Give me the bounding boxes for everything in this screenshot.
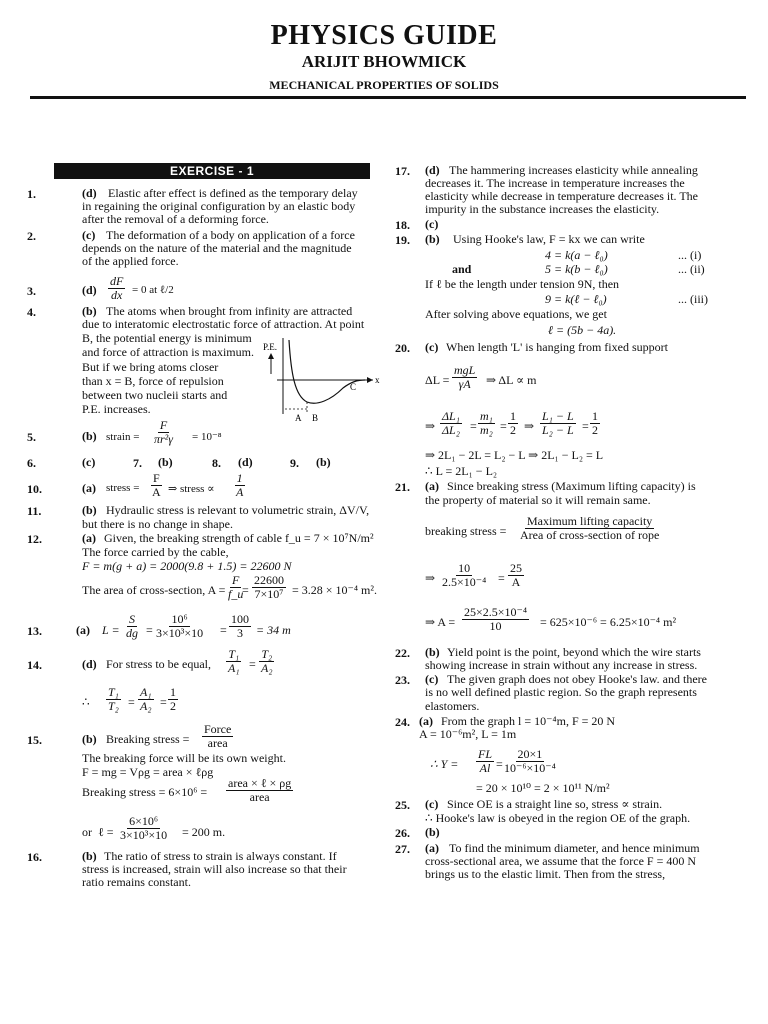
q19-answer: (b) xyxy=(425,232,440,246)
q20-denominator: γA xyxy=(458,377,471,391)
q14-denominator: 2 xyxy=(170,699,176,713)
q20-equals: = xyxy=(500,419,507,433)
q7-answer: (b) xyxy=(158,455,173,469)
q21-denominator: Area of cross-section of rope xyxy=(520,528,660,542)
q20-fraction xyxy=(508,410,518,437)
q15-fraction xyxy=(226,777,293,804)
q27-answer: (a) xyxy=(425,841,439,855)
header-divider xyxy=(30,96,746,99)
q6-answer: (c) xyxy=(82,455,96,469)
q24-prefix: ∴ Y = xyxy=(430,757,459,771)
q13-numerator: S xyxy=(129,612,135,626)
q21-answer: (a) xyxy=(425,479,439,493)
chapter-title: MECHANICAL PROPERTIES OF SOLIDS xyxy=(269,78,499,92)
q13-equals: = xyxy=(220,623,227,637)
q2-number: 2. xyxy=(27,229,36,243)
q20-line: ∴ L = 2L₁ − L₂ xyxy=(425,464,498,478)
q14-equals: = xyxy=(128,695,135,709)
q21-number: 21. xyxy=(395,480,410,494)
q2-line: The deformation of a body on application of a force xyxy=(106,228,355,242)
q14-fraction xyxy=(138,686,154,713)
q14-numerator: T₁ xyxy=(228,647,240,661)
q13-fraction xyxy=(229,613,251,640)
q15-line: The breaking force will be its own weight. xyxy=(82,751,286,765)
graph-force-arrowhead xyxy=(268,353,274,359)
q4-line: The atoms when brought from infinity are attracted xyxy=(106,304,353,318)
q13-fraction xyxy=(124,613,140,640)
q24-denominator: 10⁻⁶×10⁻⁴ xyxy=(504,761,556,775)
q15-numerator: 6×10⁶ xyxy=(129,814,159,828)
q19-tag: ... (i) xyxy=(678,248,702,262)
q10-denominator: A xyxy=(236,485,244,499)
q24-line: From the graph l = 10⁻⁴m, F = 20 N xyxy=(441,714,616,728)
q1-line: in regaining the original configuration by an elastic body xyxy=(82,199,356,213)
q14-fraction xyxy=(168,686,178,713)
q24-result: = 20 × 10¹⁰ = 2 × 10¹¹ N/m² xyxy=(476,781,610,795)
q23-number: 23. xyxy=(395,673,410,687)
q24-equals: = xyxy=(496,757,503,771)
q10-answer: (a) xyxy=(82,481,96,495)
q17-number: 17. xyxy=(395,164,410,178)
graph-x-label: x xyxy=(375,375,380,385)
q13-equals: = xyxy=(146,623,153,637)
q12-denominator: f_u xyxy=(228,587,244,601)
q4-line: P.E. increases. xyxy=(82,402,151,416)
q14-equals: = xyxy=(160,695,167,709)
q16-line: stress is increased, strain will also increase so that their xyxy=(82,862,347,876)
q24-numerator: 20×1 xyxy=(517,747,543,761)
q15-or: or xyxy=(82,825,92,839)
q19-number: 19. xyxy=(395,233,410,247)
q21-denominator: A xyxy=(511,575,521,589)
q14-text: For stress to be equal, xyxy=(106,657,211,671)
q20-equals: = xyxy=(470,419,477,433)
q20-answer: (c) xyxy=(425,340,439,354)
q11-number: 11. xyxy=(27,504,42,518)
q19-equation: 9 = k(ℓ − ℓ₀) xyxy=(545,292,607,306)
q14-numerator: T₁ xyxy=(108,685,119,699)
q19-result: ℓ = (5b − 4a). xyxy=(548,323,617,337)
q15-length-prefix: ℓ = xyxy=(98,825,114,839)
q12-answer: (a) xyxy=(82,531,96,545)
q3-number: 3. xyxy=(27,284,36,298)
graph-c-label: C xyxy=(350,382,357,392)
q4-line: But if we bring atoms closer xyxy=(82,360,219,374)
q10-fraction xyxy=(234,472,245,499)
q20-numerator: ΔL₁ xyxy=(442,409,460,423)
q10-prefix: stress = xyxy=(106,482,140,494)
q20-prefix: ΔL = xyxy=(425,373,450,387)
q25-number: 25. xyxy=(395,798,410,812)
q20-line: When length 'L' is hanging from fixed support xyxy=(446,340,668,354)
q25-answer: (c) xyxy=(425,797,439,811)
q15-stress-prefix: Breaking stress = 6×10⁶ = xyxy=(82,785,208,799)
q22-number: 22. xyxy=(395,646,410,660)
q15-line: F = mg = Vρg = area × ℓρg xyxy=(82,765,214,779)
therefore-symbol: ∴ xyxy=(82,695,90,709)
q20-fraction xyxy=(452,364,477,391)
q15-fraction xyxy=(202,723,233,750)
q21-line: the property of material so it will remain same. xyxy=(425,493,651,507)
q2-line: depends on the nature of the material and the magnitude xyxy=(82,241,352,255)
q19-tag: ... (iii) xyxy=(678,292,708,306)
q20-implies: ⇒ xyxy=(425,419,436,433)
q20-number: 20. xyxy=(395,341,410,355)
q14-fraction xyxy=(226,648,242,675)
q14-number: 14. xyxy=(27,658,42,672)
q20-relation: ⇒ ΔL ∝ m xyxy=(486,373,537,387)
q14-denominator: A₂ xyxy=(140,699,152,713)
q20-numerator: m₁ xyxy=(480,409,493,423)
q21-numerator: Maximum lifting capacity xyxy=(526,514,653,528)
q10-number: 10. xyxy=(27,482,42,496)
q4-line: than x = B, force of repulsion xyxy=(82,374,224,388)
q12-numerator: F xyxy=(232,573,240,587)
graph-b-label: B xyxy=(312,413,319,423)
q13-numerator: 10⁶ xyxy=(171,612,188,626)
q10-numerator: 1 xyxy=(236,471,243,485)
q5-denominator: πr²γ xyxy=(154,432,174,446)
q24-denominator: Al xyxy=(479,761,491,775)
q1-line: Elastic after effect is defined as the temporary delay xyxy=(108,186,358,200)
q13-denominator: 3×10³×10 xyxy=(156,626,204,640)
q23-line: is no well defined plastic region. So the graph represents xyxy=(425,685,697,699)
q20-fraction xyxy=(478,410,495,437)
q19-equation: 5 = k(b − ℓ₀) xyxy=(545,262,608,276)
q14-fraction xyxy=(106,686,121,713)
q24-fraction xyxy=(502,748,558,775)
q3-result: = 0 at ℓ/2 xyxy=(132,284,174,296)
q2-answer: (c) xyxy=(82,228,96,242)
q5-answer: (b) xyxy=(82,429,97,443)
q13-numerator: 100 xyxy=(231,612,249,626)
q20-denominator: L₂ − L xyxy=(542,423,574,437)
q4-line: B, the potential energy is minimum xyxy=(82,331,252,345)
q19-line: If ℓ be the length under tension 9N, then xyxy=(425,277,620,291)
q21-numerator: 25×2.5×10⁻⁴ xyxy=(464,605,528,619)
q10-denominator: A xyxy=(152,485,161,499)
q27-line: To find the minimum diameter, and hence minimum xyxy=(449,841,700,855)
q21-numerator: 10 xyxy=(458,561,471,575)
q15-numerator: Force xyxy=(204,722,232,736)
q15-fraction xyxy=(118,815,169,842)
q20-denominator: m₂ xyxy=(480,423,493,437)
q17-line: impurity in the substance increases the elasticity. xyxy=(425,202,660,216)
q12-equals: = xyxy=(242,583,249,597)
q20-implies: ⇒ xyxy=(524,419,535,433)
q3-answer: (d) xyxy=(82,283,97,297)
q22-answer: (b) xyxy=(425,645,440,659)
q20-fraction xyxy=(590,410,600,437)
q25-line: ∴ Hooke's law is obeyed in the region OE of the graph. xyxy=(425,811,691,825)
q13-number: 13. xyxy=(27,624,42,638)
q4-line: due to interatomic electrostatic force of attraction. At point xyxy=(82,317,365,331)
q13-answer: (a) xyxy=(76,623,90,637)
q14-denominator: A₂ xyxy=(261,661,273,675)
q12-denominator: 7×10⁷ xyxy=(254,587,284,601)
q11-line: but there is no change in shape. xyxy=(82,517,233,531)
q21-prefix: ⇒ A = xyxy=(425,615,456,629)
q5-numerator: F xyxy=(159,418,168,432)
q12-line: Given, the breaking strength of cable f_u = 7 × 10⁷N/m² xyxy=(104,531,374,545)
q10-fraction xyxy=(150,472,163,499)
q19-line: Using Hooke's law, F = kx we can write xyxy=(453,232,645,246)
q15-denominator: area xyxy=(249,790,270,804)
q19-tag: ... (ii) xyxy=(678,262,705,276)
graph-curve xyxy=(289,340,365,403)
q14-numerator: 1 xyxy=(170,685,176,699)
q4-line: between two nucleii starts and xyxy=(82,388,228,402)
q23-answer: (c) xyxy=(425,672,439,686)
q20-denominator: 2 xyxy=(592,423,598,437)
q27-line: cross-sectional area, we assume that the force F = 400 N xyxy=(425,854,697,868)
q21-line: Since breaking stress (Maximum lifting capacity) is xyxy=(447,479,696,493)
q21-denominator: 2.5×10⁻⁴ xyxy=(442,575,487,589)
exercise-banner: EXERCISE - 1 xyxy=(54,163,370,179)
q21-fraction xyxy=(440,562,488,589)
q5-result: = 10⁻⁸ xyxy=(192,431,222,443)
q11-line: Hydraulic stress is relevant to volumetric strain, ΔV/V, xyxy=(106,503,370,517)
q18-answer: (c) xyxy=(425,217,439,231)
q25-line: Since OE is a straight line so, stress ∝ strain. xyxy=(447,797,663,811)
q15-denominator: area xyxy=(207,736,228,750)
q14-numerator: A₁ xyxy=(140,685,152,699)
q21-prefix: breaking stress = xyxy=(425,524,507,538)
q13-result: = 34 m xyxy=(256,623,291,637)
q4-number: 4. xyxy=(27,305,36,319)
q20-numerator: mgL xyxy=(454,363,476,377)
page-title: PHYSICS GUIDE xyxy=(270,20,498,51)
q14-equals: = xyxy=(249,657,256,671)
q20-denominator: 2 xyxy=(510,423,516,437)
q16-line: ratio remains constant. xyxy=(82,875,191,889)
q12-line: The force carried by the cable, xyxy=(82,545,229,559)
q17-line: The hammering increases elasticity while annealing xyxy=(449,163,698,177)
q1-number: 1. xyxy=(27,187,36,201)
q16-number: 16. xyxy=(27,850,42,864)
q8-number: 8. xyxy=(212,456,221,470)
q11-answer: (b) xyxy=(82,503,97,517)
q6-number: 6. xyxy=(27,456,36,470)
q1-line: after the removal of a deforming force. xyxy=(82,212,269,226)
q16-line: The ratio of stress to strain is always constant. If xyxy=(104,849,337,863)
q26-number: 26. xyxy=(395,826,410,840)
q22-line: Yield point is the point, beyond which the wire starts xyxy=(447,645,701,659)
q21-implies: ⇒ xyxy=(425,571,436,585)
q20-numerator: 1 xyxy=(592,409,598,423)
q20-denominator: ΔL₂ xyxy=(442,423,460,437)
q13-denominator: 3 xyxy=(237,626,243,640)
q14-fraction xyxy=(259,648,275,675)
q1-answer: (d) xyxy=(82,186,97,200)
q5-prefix: strain = xyxy=(106,431,140,443)
q18-number: 18. xyxy=(395,218,410,232)
q4-line: and force of attraction is maximum. xyxy=(82,345,254,359)
q12-number: 12. xyxy=(27,532,42,546)
q20-line: ⇒ 2L₁ − 2L = L₂ − L ⇒ 2L₁ − L₂ = L xyxy=(425,448,604,462)
q21-fraction xyxy=(518,515,661,542)
q12-area-prefix: The area of cross-section, A = xyxy=(82,583,226,597)
graph-x-arrowhead xyxy=(367,377,373,383)
q12-fraction xyxy=(252,574,286,601)
q3-numerator: dF xyxy=(110,274,124,288)
potential-energy-graph xyxy=(255,334,380,424)
author-name: ARIJIT BHOWMICK xyxy=(301,52,467,71)
q13-denominator: dg xyxy=(126,626,138,640)
q10-relation: ⇒ stress ∝ xyxy=(168,483,215,495)
q24-line: A = 10⁻⁶m², L = 1m xyxy=(419,727,517,741)
q15-prefix: Breaking stress = xyxy=(106,732,190,746)
q24-numerator: FL xyxy=(478,747,493,761)
q12-result: = 3.28 × 10⁻⁴ m². xyxy=(292,583,377,597)
q19-line: After solving above equations, we get xyxy=(425,307,607,321)
q17-answer: (d) xyxy=(425,163,440,177)
q9-answer: (b) xyxy=(316,455,331,469)
q15-denominator: 3×10³×10 xyxy=(120,828,168,842)
q21-fraction xyxy=(508,562,524,589)
q24-fraction xyxy=(476,748,494,775)
q20-fraction xyxy=(540,410,576,437)
q20-equals: = xyxy=(582,419,589,433)
q12-line: F = m(g + a) = 2000(9.8 + 1.5) = 22600 N xyxy=(82,559,292,573)
q2-line: of the applied force. xyxy=(82,254,179,268)
q21-equals: = xyxy=(498,571,505,585)
q12-numerator: 22600 xyxy=(254,573,284,587)
q9-number: 9. xyxy=(290,456,299,470)
graph-pe-label: P.E. xyxy=(263,342,278,352)
q5-fraction xyxy=(152,419,175,446)
q19-equation: 4 = k(a − ℓ₀) xyxy=(545,248,608,262)
q3-denominator: dx xyxy=(111,288,123,302)
q4-answer: (b) xyxy=(82,304,97,318)
q27-line: brings us to the elastic limit. Then from the stress, xyxy=(425,867,666,881)
q15-result: = 200 m. xyxy=(182,825,226,839)
q16-answer: (b) xyxy=(82,849,97,863)
q15-numerator: area × ℓ × ρg xyxy=(228,776,292,790)
q24-answer: (a) xyxy=(419,714,433,728)
q17-line: decreases it. The increase in temperature increases the xyxy=(425,176,685,190)
q26-answer: (b) xyxy=(425,825,440,839)
q7-number: 7. xyxy=(133,456,142,470)
q14-numerator: T₂ xyxy=(261,647,273,661)
q21-fraction xyxy=(462,606,529,633)
q22-line: showing increase in strain without any increase in stress. xyxy=(425,658,698,672)
q14-answer: (d) xyxy=(82,657,97,671)
q23-line: elastomers. xyxy=(425,699,480,713)
q21-result: = 625×10⁻⁶ = 6.25×10⁻⁴ m² xyxy=(540,615,677,629)
q15-answer: (b) xyxy=(82,732,97,746)
q19-and: and xyxy=(452,262,472,276)
graph-a-label: A xyxy=(295,413,302,423)
q13-prefix: L = xyxy=(102,623,120,637)
q20-fraction xyxy=(440,410,462,437)
q23-line: The given graph does not obey Hooke's law. and there xyxy=(447,672,707,686)
q8-answer: (d) xyxy=(238,455,253,469)
q10-numerator: F xyxy=(152,471,160,485)
q20-numerator: L₁ − L xyxy=(542,409,574,423)
q21-denominator: 10 xyxy=(489,619,502,633)
q20-numerator: 1 xyxy=(510,409,516,423)
q5-number: 5. xyxy=(27,430,36,444)
q27-number: 27. xyxy=(395,842,410,856)
q24-number: 24. xyxy=(395,715,410,729)
q17-line: elasticity while decrease in temperature decreases it. The xyxy=(425,189,698,203)
q14-denominator: A₁ xyxy=(228,661,240,675)
q21-numerator: 25 xyxy=(510,561,522,575)
q14-denominator: T₂ xyxy=(108,699,119,713)
q13-fraction xyxy=(154,613,205,640)
q15-number: 15. xyxy=(27,733,42,747)
q3-fraction xyxy=(108,275,125,302)
